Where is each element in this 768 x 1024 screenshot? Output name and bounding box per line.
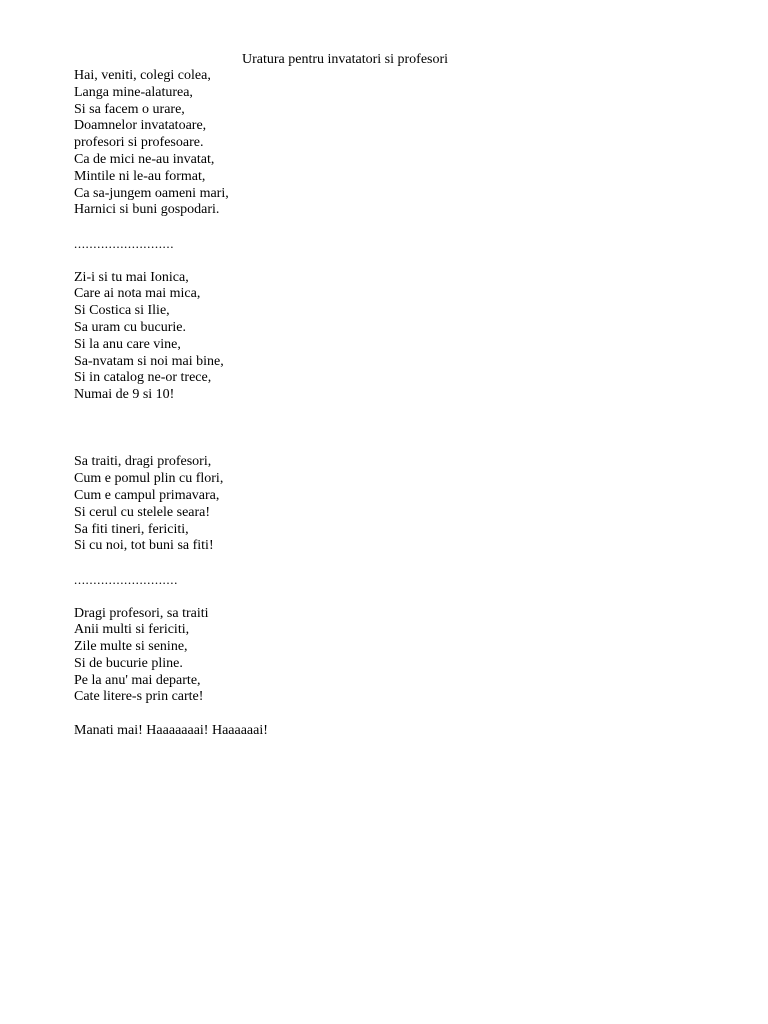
- poem-line: Mintile ni le-au format,: [74, 168, 206, 184]
- poem-line: Si de bucurie pline.: [74, 655, 183, 671]
- poem-line: Anii multi si fericiti,: [74, 622, 190, 638]
- poem-line: Sa-nvatam si noi mai bine,: [74, 353, 224, 369]
- stanza-1: [74, 68, 674, 219]
- poem-line: Si Costica si Ilie,: [74, 303, 170, 319]
- poem-line: Zi-i si tu mai Ionica,: [74, 269, 189, 285]
- blank-line: [74, 589, 674, 606]
- blank-line: [74, 555, 674, 572]
- poem-line: Sa uram cu bucurie.: [74, 319, 186, 335]
- closing-line: Manati mai! Haaaaaaai! Haaaaaai!: [74, 723, 268, 739]
- poem-line: Ca sa-jungem oameni mari,: [74, 185, 229, 201]
- blank-line: [74, 219, 674, 236]
- blank-line: [74, 253, 674, 270]
- separator-dots: ..........................: [74, 235, 175, 251]
- poem-line: Pe la anu' mai departe,: [74, 672, 201, 688]
- poem-line: Cum e pomul plin cu flori,: [74, 471, 224, 487]
- poem-line: Zile multe si senine,: [74, 639, 188, 655]
- poem-line: Langa mine-alaturea,: [74, 84, 193, 100]
- poem-line: Harnici si buni gospodari.: [74, 202, 220, 218]
- stanza-2: [74, 270, 674, 404]
- poem-line: Cate litere-s prin carte!: [74, 689, 204, 705]
- separator-dots: ...........................: [74, 571, 178, 587]
- stanza-3: [74, 454, 674, 555]
- blank-line: [74, 706, 674, 723]
- poem-line: Si in catalog ne-or trece,: [74, 370, 212, 386]
- document-title: Uratura pentru invatatori si profesori: [242, 52, 449, 67]
- poem-line: profesori si profesoare.: [74, 135, 204, 151]
- poem-line: Numai de 9 si 10!: [74, 387, 175, 403]
- poem-line: Hai, veniti, colegi colea,: [74, 68, 211, 83]
- poem-line: Sa traiti, dragi profesori,: [74, 454, 212, 470]
- blank-lines: [74, 404, 674, 454]
- poem-line: Sa fiti tineri, fericiti,: [74, 521, 189, 537]
- poem-body: [74, 68, 674, 740]
- poem-line: Si cerul cu stelele seara!: [74, 504, 211, 520]
- poem-line: Si cu noi, tot buni sa fiti!: [74, 538, 214, 554]
- poem-line: Care ai nota mai mica,: [74, 286, 201, 302]
- poem-line: Si la anu care vine,: [74, 336, 181, 352]
- stanza-4: [74, 606, 674, 707]
- poem-line: Ca de mici ne-au invatat,: [74, 151, 215, 167]
- poem-line: Dragi profesori, sa traiti: [74, 605, 209, 621]
- poem-line: Cum e campul primavara,: [74, 487, 220, 503]
- poem-line: Doamnelor invatatoare,: [74, 118, 207, 134]
- poem-line: Si sa facem o urare,: [74, 101, 185, 117]
